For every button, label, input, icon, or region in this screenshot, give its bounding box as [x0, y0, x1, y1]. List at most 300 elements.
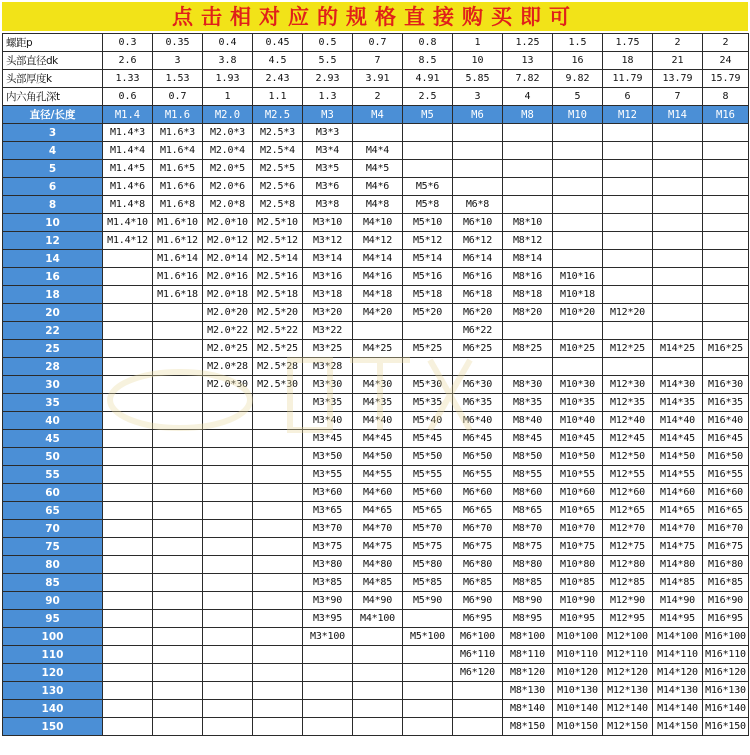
spec-link-cell[interactable]: M6*100: [453, 628, 503, 646]
spec-link-cell[interactable]: M12*95: [603, 610, 653, 628]
spec-link-cell[interactable]: M16*25: [703, 340, 749, 358]
empty-cell: [153, 664, 203, 682]
spec-link-cell[interactable]: M5*14: [403, 250, 453, 268]
spec-link-cell[interactable]: M2.5*4: [253, 142, 303, 160]
spec-link-cell[interactable]: M3*12: [303, 232, 353, 250]
spec-link-cell[interactable]: M8*65: [503, 502, 553, 520]
spec-link-cell[interactable]: M5*65: [403, 502, 453, 520]
spec-link-cell[interactable]: M4*12: [353, 232, 403, 250]
spec-link-cell[interactable]: M8*16: [503, 268, 553, 286]
spec-link-cell[interactable]: M6*65: [453, 502, 503, 520]
spec-link-cell[interactable]: M6*20: [453, 304, 503, 322]
spec-link-cell[interactable]: M3*100: [303, 628, 353, 646]
diameter-length-header: 直径/长度: [3, 106, 103, 124]
spec-table-wrapper: [2, 33, 749, 736]
spec-link-cell[interactable]: M8*10: [503, 214, 553, 232]
spec-link-cell[interactable]: M14*40: [653, 412, 703, 430]
spec-link-cell[interactable]: M12*70: [603, 520, 653, 538]
spec-link-cell[interactable]: M6*14: [453, 250, 503, 268]
spec-link-cell[interactable]: M2.0*25: [203, 340, 253, 358]
empty-cell: [103, 574, 153, 592]
spec-link-cell[interactable]: M6*40: [453, 412, 503, 430]
spec-link-cell[interactable]: M10*95: [553, 610, 603, 628]
spec-link-cell[interactable]: M14*75: [653, 538, 703, 556]
spec-link-cell[interactable]: M8*120: [503, 664, 553, 682]
spec-link-cell[interactable]: M14*35: [653, 394, 703, 412]
spec-link-cell[interactable]: M10*100: [553, 628, 603, 646]
spec-link-cell[interactable]: M8*25: [503, 340, 553, 358]
spec-link-cell[interactable]: M5*30: [403, 376, 453, 394]
spec-link-cell[interactable]: M3*14: [303, 250, 353, 268]
spec-link-cell[interactable]: M6*75: [453, 538, 503, 556]
spec-link-cell[interactable]: M10*85: [553, 574, 603, 592]
spec-link-cell[interactable]: M4*90: [353, 592, 403, 610]
spec-link-cell[interactable]: M12*100: [603, 628, 653, 646]
length-label: 75: [3, 538, 103, 556]
spec-link-cell[interactable]: M16*130: [703, 682, 749, 700]
spec-link-cell[interactable]: M10*120: [553, 664, 603, 682]
spec-link-cell[interactable]: M3*85: [303, 574, 353, 592]
spec-link-cell[interactable]: M14*150: [653, 718, 703, 736]
spec-link-cell[interactable]: M8*35: [503, 394, 553, 412]
spec-link-cell[interactable]: M12*50: [603, 448, 653, 466]
spec-link-cell[interactable]: M5*12: [403, 232, 453, 250]
spec-link-cell[interactable]: M6*110: [453, 646, 503, 664]
spec-link-cell[interactable]: M4*55: [353, 466, 403, 484]
spec-link-cell[interactable]: M4*14: [353, 250, 403, 268]
spec-link-cell[interactable]: M8*30: [503, 376, 553, 394]
spec-link-cell[interactable]: M4*45: [353, 430, 403, 448]
spec-link-cell[interactable]: M3*95: [303, 610, 353, 628]
spec-link-cell[interactable]: M5*100: [403, 628, 453, 646]
spec-link-cell[interactable]: M6*95: [453, 610, 503, 628]
spec-link-cell[interactable]: M14*130: [653, 682, 703, 700]
spec-link-cell[interactable]: M16*110: [703, 646, 749, 664]
spec-link-cell[interactable]: M10*70: [553, 520, 603, 538]
spec-link-cell[interactable]: M16*70: [703, 520, 749, 538]
spec-link-cell[interactable]: M8*110: [503, 646, 553, 664]
spec-link-cell[interactable]: M4*18: [353, 286, 403, 304]
parameter-value: 2: [653, 34, 703, 52]
spec-link-cell[interactable]: M2.5*14: [253, 250, 303, 268]
spec-link-cell[interactable]: M16*50: [703, 448, 749, 466]
spec-link-cell[interactable]: M3*10: [303, 214, 353, 232]
spec-link-cell[interactable]: M10*35: [553, 394, 603, 412]
table-row: [3, 142, 749, 160]
spec-link-cell[interactable]: M2.5*25: [253, 340, 303, 358]
spec-link-cell[interactable]: M4*10: [353, 214, 403, 232]
spec-link-cell[interactable]: M5*20: [403, 304, 453, 322]
spec-link-cell[interactable]: M5*16: [403, 268, 453, 286]
spec-link-cell[interactable]: M10*45: [553, 430, 603, 448]
empty-cell: [703, 232, 749, 250]
spec-link-cell[interactable]: M4*6: [353, 178, 403, 196]
spec-link-cell[interactable]: M14*50: [653, 448, 703, 466]
spec-link-cell[interactable]: M3*16: [303, 268, 353, 286]
spec-link-cell[interactable]: M5*6: [403, 178, 453, 196]
spec-link-cell[interactable]: M6*80: [453, 556, 503, 574]
spec-link-cell[interactable]: M14*90: [653, 592, 703, 610]
empty-cell: [153, 322, 203, 340]
spec-link-cell[interactable]: M8*85: [503, 574, 553, 592]
spec-link-cell[interactable]: M6*90: [453, 592, 503, 610]
spec-link-cell[interactable]: M14*95: [653, 610, 703, 628]
spec-link-cell[interactable]: M3*45: [303, 430, 353, 448]
spec-link-cell[interactable]: M6*25: [453, 340, 503, 358]
spec-link-cell[interactable]: M12*130: [603, 682, 653, 700]
spec-link-cell[interactable]: M1.6*10: [153, 214, 203, 232]
spec-link-cell[interactable]: M8*140: [503, 700, 553, 718]
spec-link-cell[interactable]: M10*40: [553, 412, 603, 430]
spec-link-cell[interactable]: M16*30: [703, 376, 749, 394]
table-row: [3, 196, 749, 214]
spec-link-cell[interactable]: M2.0*5: [203, 160, 253, 178]
spec-link-cell[interactable]: M5*80: [403, 556, 453, 574]
spec-link-cell[interactable]: M1.6*16: [153, 268, 203, 286]
spec-link-cell[interactable]: M12*120: [603, 664, 653, 682]
spec-link-cell[interactable]: M16*45: [703, 430, 749, 448]
spec-link-cell[interactable]: M3*65: [303, 502, 353, 520]
spec-link-cell[interactable]: M12*150: [603, 718, 653, 736]
spec-link-cell[interactable]: M2.0*20: [203, 304, 253, 322]
spec-link-cell[interactable]: M8*130: [503, 682, 553, 700]
spec-link-cell[interactable]: M14*60: [653, 484, 703, 502]
spec-link-cell[interactable]: M10*150: [553, 718, 603, 736]
spec-link-cell[interactable]: M3*75: [303, 538, 353, 556]
spec-link-cell[interactable]: M2.5*6: [253, 178, 303, 196]
spec-link-cell[interactable]: M4*35: [353, 394, 403, 412]
spec-link-cell[interactable]: M12*20: [603, 304, 653, 322]
parameter-value: 1.93: [203, 70, 253, 88]
empty-cell: [553, 160, 603, 178]
spec-link-cell[interactable]: M12*55: [603, 466, 653, 484]
spec-link-cell[interactable]: M8*75: [503, 538, 553, 556]
spec-link-cell[interactable]: M10*16: [553, 268, 603, 286]
size-column-header: M4: [353, 106, 403, 124]
spec-link-cell[interactable]: M10*30: [553, 376, 603, 394]
length-label: 150: [3, 718, 103, 736]
spec-link-cell[interactable]: M10*90: [553, 592, 603, 610]
spec-link-cell[interactable]: M4*30: [353, 376, 403, 394]
spec-link-cell[interactable]: M5*55: [403, 466, 453, 484]
spec-link-cell[interactable]: M6*45: [453, 430, 503, 448]
spec-link-cell[interactable]: M5*75: [403, 538, 453, 556]
spec-link-cell[interactable]: M8*95: [503, 610, 553, 628]
spec-link-cell[interactable]: M2.5*30: [253, 376, 303, 394]
spec-link-cell[interactable]: M2.5*5: [253, 160, 303, 178]
spec-link-cell[interactable]: M3*70: [303, 520, 353, 538]
spec-link-cell[interactable]: M10*65: [553, 502, 603, 520]
spec-link-cell[interactable]: M16*85: [703, 574, 749, 592]
spec-link-cell[interactable]: M1.4*12: [103, 232, 153, 250]
spec-link-cell[interactable]: M16*100: [703, 628, 749, 646]
spec-link-cell[interactable]: M14*120: [653, 664, 703, 682]
spec-link-cell[interactable]: M5*50: [403, 448, 453, 466]
spec-link-cell[interactable]: M14*45: [653, 430, 703, 448]
spec-link-cell[interactable]: M2.0*4: [203, 142, 253, 160]
spec-link-cell[interactable]: M14*70: [653, 520, 703, 538]
spec-link-cell[interactable]: M1.4*5: [103, 160, 153, 178]
spec-link-cell[interactable]: M3*5: [303, 160, 353, 178]
spec-link-cell[interactable]: M16*80: [703, 556, 749, 574]
spec-link-cell[interactable]: M8*40: [503, 412, 553, 430]
spec-link-cell[interactable]: M5*45: [403, 430, 453, 448]
spec-link-cell[interactable]: M5*8: [403, 196, 453, 214]
spec-link-cell[interactable]: M12*40: [603, 412, 653, 430]
spec-link-cell[interactable]: M2.0*6: [203, 178, 253, 196]
spec-link-cell[interactable]: M12*90: [603, 592, 653, 610]
empty-cell: [103, 646, 153, 664]
spec-link-cell[interactable]: M4*4: [353, 142, 403, 160]
spec-link-cell[interactable]: M14*140: [653, 700, 703, 718]
spec-link-cell[interactable]: M2.0*16: [203, 268, 253, 286]
spec-link-cell[interactable]: M3*28: [303, 358, 353, 376]
spec-link-cell[interactable]: M3*40: [303, 412, 353, 430]
spec-link-cell[interactable]: M14*110: [653, 646, 703, 664]
spec-link-cell[interactable]: M14*30: [653, 376, 703, 394]
spec-link-cell[interactable]: M10*130: [553, 682, 603, 700]
spec-link-cell[interactable]: M8*100: [503, 628, 553, 646]
spec-link-cell[interactable]: M3*30: [303, 376, 353, 394]
spec-link-cell[interactable]: M14*65: [653, 502, 703, 520]
empty-cell: [203, 502, 253, 520]
empty-cell: [403, 664, 453, 682]
spec-link-cell[interactable]: M12*35: [603, 394, 653, 412]
spec-link-cell[interactable]: M12*30: [603, 376, 653, 394]
spec-link-cell[interactable]: M3*22: [303, 322, 353, 340]
spec-link-cell[interactable]: M12*60: [603, 484, 653, 502]
spec-link-cell[interactable]: M2.0*10: [203, 214, 253, 232]
spec-link-cell[interactable]: M8*150: [503, 718, 553, 736]
spec-link-cell[interactable]: M5*60: [403, 484, 453, 502]
spec-link-cell[interactable]: M1.4*4: [103, 142, 153, 160]
empty-cell: [253, 610, 303, 628]
spec-link-cell[interactable]: M4*40: [353, 412, 403, 430]
spec-link-cell[interactable]: M6*50: [453, 448, 503, 466]
spec-link-cell[interactable]: M3*55: [303, 466, 353, 484]
spec-link-cell[interactable]: M16*95: [703, 610, 749, 628]
spec-link-cell[interactable]: M2.0*3: [203, 124, 253, 142]
spec-link-cell[interactable]: M1.6*8: [153, 196, 203, 214]
spec-link-cell[interactable]: M6*85: [453, 574, 503, 592]
spec-link-cell[interactable]: M1.4*6: [103, 178, 153, 196]
spec-link-cell[interactable]: M16*150: [703, 718, 749, 736]
spec-link-cell[interactable]: M3*60: [303, 484, 353, 502]
spec-link-cell[interactable]: M3*80: [303, 556, 353, 574]
spec-link-cell[interactable]: M5*85: [403, 574, 453, 592]
spec-link-cell[interactable]: M1.4*8: [103, 196, 153, 214]
spec-link-cell[interactable]: M8*55: [503, 466, 553, 484]
spec-link-cell[interactable]: M8*18: [503, 286, 553, 304]
spec-link-cell[interactable]: M5*40: [403, 412, 453, 430]
spec-link-cell[interactable]: M1.6*12: [153, 232, 203, 250]
parameter-value: 0.7: [153, 88, 203, 106]
spec-link-cell[interactable]: M3*50: [303, 448, 353, 466]
spec-link-cell[interactable]: M8*80: [503, 556, 553, 574]
spec-link-cell[interactable]: M10*25: [553, 340, 603, 358]
spec-link-cell[interactable]: M4*16: [353, 268, 403, 286]
empty-cell: [703, 268, 749, 286]
spec-link-cell[interactable]: M4*60: [353, 484, 403, 502]
spec-link-cell[interactable]: M14*85: [653, 574, 703, 592]
empty-cell: [153, 646, 203, 664]
spec-link-cell[interactable]: M5*18: [403, 286, 453, 304]
empty-cell: [453, 142, 503, 160]
spec-link-cell[interactable]: M10*110: [553, 646, 603, 664]
spec-link-cell[interactable]: M12*75: [603, 538, 653, 556]
spec-link-cell[interactable]: M10*55: [553, 466, 603, 484]
spec-link-cell[interactable]: M2.5*12: [253, 232, 303, 250]
spec-link-cell[interactable]: M16*120: [703, 664, 749, 682]
spec-link-cell[interactable]: M4*25: [353, 340, 403, 358]
empty-cell: [653, 250, 703, 268]
spec-link-cell[interactable]: M10*18: [553, 286, 603, 304]
spec-link-cell[interactable]: M16*40: [703, 412, 749, 430]
spec-link-cell[interactable]: M12*80: [603, 556, 653, 574]
length-label: 5: [3, 160, 103, 178]
spec-link-cell[interactable]: M4*8: [353, 196, 403, 214]
spec-link-cell[interactable]: M2.5*22: [253, 322, 303, 340]
spec-link-cell[interactable]: M1.6*5: [153, 160, 203, 178]
spec-link-cell[interactable]: M14*80: [653, 556, 703, 574]
spec-link-cell[interactable]: M5*10: [403, 214, 453, 232]
spec-link-cell[interactable]: M16*75: [703, 538, 749, 556]
spec-link-cell[interactable]: M3*3: [303, 124, 353, 142]
spec-link-cell[interactable]: M1.6*18: [153, 286, 203, 304]
spec-link-cell[interactable]: M2.5*20: [253, 304, 303, 322]
spec-link-cell[interactable]: M10*80: [553, 556, 603, 574]
spec-link-cell[interactable]: M4*80: [353, 556, 403, 574]
spec-link-cell[interactable]: M6*120: [453, 664, 503, 682]
spec-link-cell[interactable]: M1.6*4: [153, 142, 203, 160]
spec-link-cell[interactable]: M8*14: [503, 250, 553, 268]
spec-link-cell[interactable]: M1.6*3: [153, 124, 203, 142]
spec-link-cell[interactable]: M6*60: [453, 484, 503, 502]
spec-link-cell[interactable]: M3*20: [303, 304, 353, 322]
spec-link-cell[interactable]: M16*35: [703, 394, 749, 412]
spec-link-cell[interactable]: M8*12: [503, 232, 553, 250]
spec-link-cell[interactable]: M6*16: [453, 268, 503, 286]
spec-link-cell[interactable]: M2.5*16: [253, 268, 303, 286]
empty-cell: [253, 466, 303, 484]
spec-link-cell[interactable]: M6*18: [453, 286, 503, 304]
spec-link-cell[interactable]: M8*60: [503, 484, 553, 502]
spec-link-cell[interactable]: M6*22: [453, 322, 503, 340]
spec-link-cell[interactable]: M3*6: [303, 178, 353, 196]
spec-link-cell[interactable]: M2.0*12: [203, 232, 253, 250]
spec-link-cell[interactable]: M5*70: [403, 520, 453, 538]
spec-link-cell[interactable]: M12*140: [603, 700, 653, 718]
spec-link-cell[interactable]: M12*25: [603, 340, 653, 358]
table-row: [3, 268, 749, 286]
spec-link-cell[interactable]: M1.4*10: [103, 214, 153, 232]
spec-link-cell[interactable]: M4*5: [353, 160, 403, 178]
spec-link-cell[interactable]: M2.5*28: [253, 358, 303, 376]
spec-link-cell[interactable]: M1.6*6: [153, 178, 203, 196]
spec-link-cell[interactable]: M14*100: [653, 628, 703, 646]
empty-cell: [403, 682, 453, 700]
spec-link-cell[interactable]: M6*12: [453, 232, 503, 250]
spec-link-cell[interactable]: M10*75: [553, 538, 603, 556]
spec-link-cell[interactable]: M3*18: [303, 286, 353, 304]
spec-link-cell[interactable]: M12*85: [603, 574, 653, 592]
spec-link-cell[interactable]: M1.4*3: [103, 124, 153, 142]
spec-link-cell[interactable]: M2.0*18: [203, 286, 253, 304]
empty-cell: [203, 610, 253, 628]
parameter-value: 11.79: [603, 70, 653, 88]
spec-link-cell[interactable]: M2.0*14: [203, 250, 253, 268]
spec-link-cell[interactable]: M2.0*22: [203, 322, 253, 340]
spec-link-cell[interactable]: M2.0*30: [203, 376, 253, 394]
spec-link-cell[interactable]: M10*20: [553, 304, 603, 322]
spec-link-cell[interactable]: M12*45: [603, 430, 653, 448]
spec-link-cell[interactable]: M2.0*8: [203, 196, 253, 214]
spec-link-cell[interactable]: M14*25: [653, 340, 703, 358]
spec-link-cell[interactable]: M6*35: [453, 394, 503, 412]
spec-link-cell[interactable]: M12*110: [603, 646, 653, 664]
spec-link-cell[interactable]: M6*8: [453, 196, 503, 214]
spec-link-cell[interactable]: M5*25: [403, 340, 453, 358]
spec-link-cell[interactable]: M4*85: [353, 574, 403, 592]
empty-cell: [653, 214, 703, 232]
spec-link-cell[interactable]: M2.5*18: [253, 286, 303, 304]
spec-link-cell[interactable]: M1.6*14: [153, 250, 203, 268]
spec-link-cell[interactable]: M3*25: [303, 340, 353, 358]
spec-link-cell[interactable]: M8*50: [503, 448, 553, 466]
spec-link-cell[interactable]: M4*100: [353, 610, 403, 628]
spec-link-cell[interactable]: M10*140: [553, 700, 603, 718]
spec-link-cell[interactable]: M3*4: [303, 142, 353, 160]
spec-link-cell[interactable]: M4*20: [353, 304, 403, 322]
spec-link-cell[interactable]: M12*65: [603, 502, 653, 520]
spec-link-cell[interactable]: M2.0*28: [203, 358, 253, 376]
spec-link-cell[interactable]: M2.5*8: [253, 196, 303, 214]
parameter-label: 内六角孔深t: [3, 88, 103, 106]
spec-link-cell[interactable]: M2.5*3: [253, 124, 303, 142]
spec-link-cell[interactable]: M8*90: [503, 592, 553, 610]
spec-link-cell[interactable]: M16*140: [703, 700, 749, 718]
empty-cell: [153, 430, 203, 448]
spec-link-cell[interactable]: M4*50: [353, 448, 403, 466]
spec-link-cell[interactable]: M2.5*10: [253, 214, 303, 232]
spec-link-cell[interactable]: M8*45: [503, 430, 553, 448]
spec-link-cell[interactable]: M4*65: [353, 502, 403, 520]
spec-link-cell[interactable]: M5*90: [403, 592, 453, 610]
spec-link-cell[interactable]: M3*35: [303, 394, 353, 412]
spec-link-cell[interactable]: M16*65: [703, 502, 749, 520]
spec-link-cell[interactable]: M10*50: [553, 448, 603, 466]
spec-link-cell[interactable]: M6*55: [453, 466, 503, 484]
spec-link-cell[interactable]: M6*30: [453, 376, 503, 394]
spec-link-cell[interactable]: M3*8: [303, 196, 353, 214]
spec-link-cell[interactable]: M16*90: [703, 592, 749, 610]
size-column-header: M2.5: [253, 106, 303, 124]
spec-link-cell[interactable]: M10*60: [553, 484, 603, 502]
spec-link-cell[interactable]: M8*70: [503, 520, 553, 538]
empty-cell: [303, 718, 353, 736]
spec-link-cell[interactable]: M4*70: [353, 520, 403, 538]
spec-link-cell[interactable]: M5*35: [403, 394, 453, 412]
spec-link-cell[interactable]: M6*10: [453, 214, 503, 232]
spec-link-cell[interactable]: M6*70: [453, 520, 503, 538]
spec-link-cell[interactable]: M16*55: [703, 466, 749, 484]
spec-link-cell[interactable]: M3*90: [303, 592, 353, 610]
spec-link-cell[interactable]: M14*55: [653, 466, 703, 484]
spec-link-cell[interactable]: M16*60: [703, 484, 749, 502]
spec-link-cell[interactable]: M4*75: [353, 538, 403, 556]
empty-cell: [353, 124, 403, 142]
spec-link-cell[interactable]: M8*20: [503, 304, 553, 322]
